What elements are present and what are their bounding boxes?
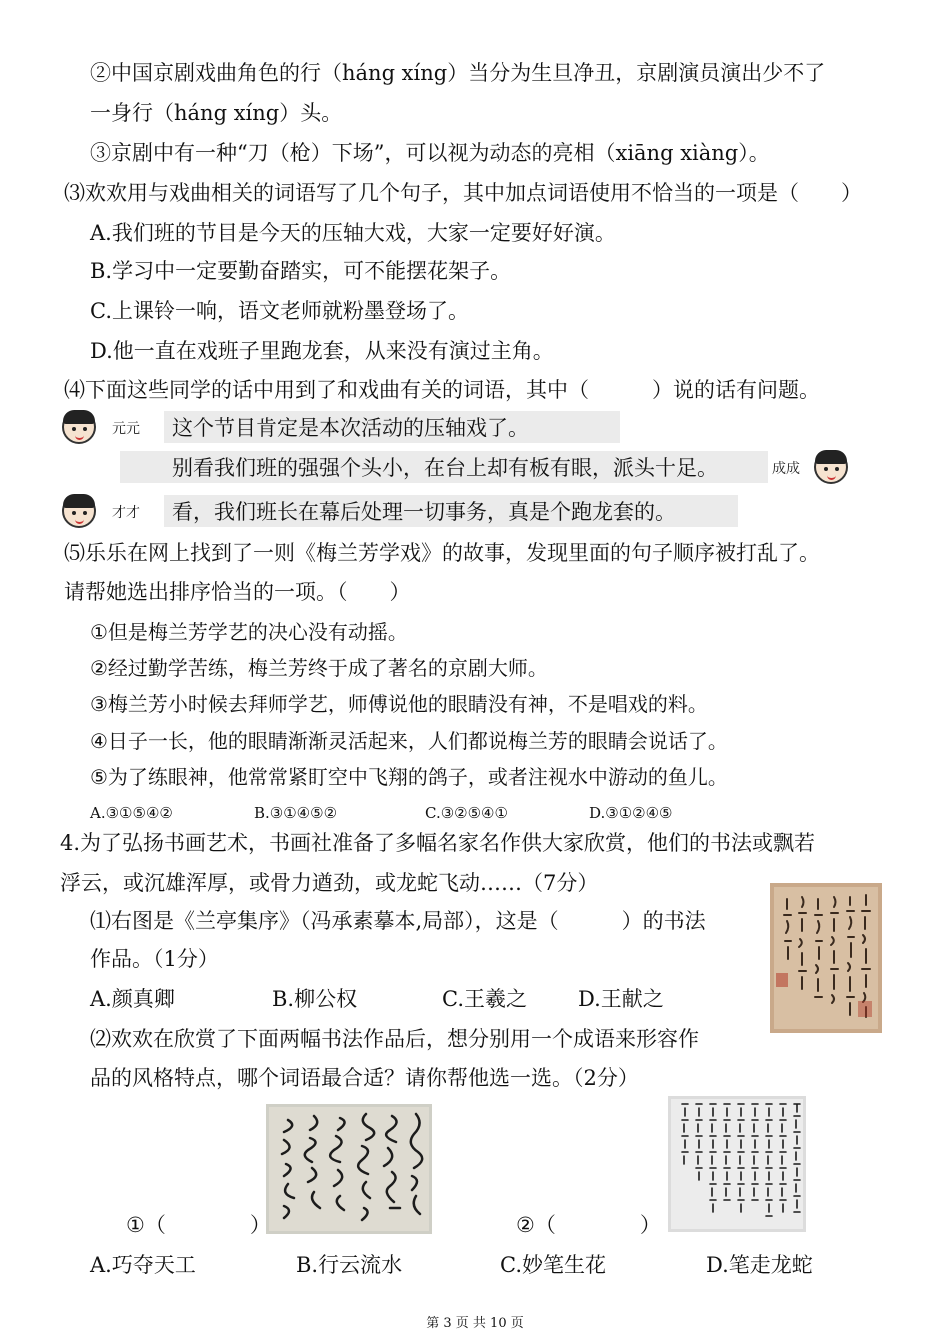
dialog-text-2: 别看我们班的强强个头小，在台上却有板有眼，派头十足。 xyxy=(172,456,718,480)
cursive-calligraphy-image xyxy=(266,1104,432,1234)
q3-5-sentence-5: ⑤为了练眼神，他常常紧盯空中飞翔的鸽子，或者注视水中游动的鱼儿。 xyxy=(90,765,728,789)
q3-5-sentence-4: ④日子一长，他的眼睛渐渐灵活起来，人们都说梅兰芳的眼睛会说话了。 xyxy=(90,729,728,753)
caicai-avatar xyxy=(62,494,96,528)
q4-1-option-b: B.柳公权 xyxy=(272,987,358,1011)
q3-5-sentence-2: ②经过勤学苦练，梅兰芳终于成了著名的京剧大师。 xyxy=(90,656,548,680)
q3-3-option-c: C.上课铃一响，语文老师就粉墨登场了。 xyxy=(90,299,469,323)
q4-2-line2: 品的风格特点，哪个词语最合适？请你帮他选一选。（2分） xyxy=(90,1066,639,1090)
chengcheng-avatar xyxy=(814,450,848,484)
q3-3-option-b: B.学习中一定要勤奋踏实，可不能摆花架子。 xyxy=(90,259,512,283)
q3-5-sentence-3: ③梅兰芳小时候去拜师学艺，师傅说他的眼睛没有神，不是唱戏的料。 xyxy=(90,692,708,716)
dialog-text-3: 看，我们班长在幕后处理一切事务，真是个跑龙套的。 xyxy=(172,500,676,524)
lanting-calligraphy-image xyxy=(770,883,882,1033)
q3-3-stem: ⑶欢欢用与戏曲相关的词语写了几个句子，其中加点词语使用不恰当的一项是（ ） xyxy=(64,181,862,205)
speaker-yuanyuan: 元元 xyxy=(112,421,140,437)
q4-2-option-c: C.妙笔生花 xyxy=(500,1253,606,1277)
q4-2-option-d: D.笔走龙蛇 xyxy=(706,1253,813,1277)
yuanyuan-avatar xyxy=(62,410,96,444)
q3-5-option-a: A.③①⑤④② xyxy=(90,804,173,822)
q4-1-line2: 作品。（1分） xyxy=(90,947,219,971)
q3-item2-line2: 一身行（háng xíng）头。 xyxy=(90,101,343,125)
speaker-chengcheng: 成成 xyxy=(772,461,800,477)
q4-1-line1: ⑴右图是《兰亭集序》（冯承素摹本,局部），这是（ ）的书法 xyxy=(90,909,706,933)
q4-1-option-a: A.颜真卿 xyxy=(90,987,175,1011)
q3-5-sentence-1: ①但是梅兰芳学艺的决心没有动摇。 xyxy=(90,620,408,644)
q3-item2-line1: ②中国京剧戏曲角色的行（háng xíng）当分为生旦净丑，京剧演员演出少不了 xyxy=(90,61,826,85)
q4-2-blank-2[interactable]: ②（ ） xyxy=(516,1213,661,1237)
q3-3-option-d: D.他一直在戏班子里跑龙套，从来没有演过主角。 xyxy=(90,339,554,363)
q3-5-stem-line1: ⑸乐乐在网上找到了一则《梅兰芳学戏》的故事，发现里面的句子顺序被打乱了。 xyxy=(64,541,820,565)
q4-2-blank-1[interactable]: ①（ ） xyxy=(126,1213,271,1237)
q3-3-option-a: A.我们班的节目是今天的压轴大戏，大家一定要好好演。 xyxy=(90,221,616,245)
dialog-text-1: 这个节目肯定是本次活动的压轴戏了。 xyxy=(172,416,529,440)
q4-stem-line1: 4.为了弘扬书画艺术，书画社准备了多幅名家名作供大家欣赏，他们的书法或飘若 xyxy=(60,831,816,855)
q3-5-option-c: C.③②⑤④① xyxy=(425,804,508,822)
q4-2-option-a: A.巧夺天工 xyxy=(90,1253,196,1277)
q3-5-option-b: B.③①④⑤② xyxy=(254,804,338,822)
q3-5-option-d: D.③①②④⑤ xyxy=(589,804,673,822)
page-footer: 第 3 页 共 10 页 xyxy=(426,1316,524,1331)
speaker-caicai: 才才 xyxy=(112,505,140,521)
q4-1-option-c: C.王羲之 xyxy=(442,987,527,1011)
q4-stem-line2: 浮云，或沉雄浑厚，或骨力遒劲，或龙蛇飞动……（7分） xyxy=(60,871,599,895)
q3-item3: ③京剧中有一种“刀（枪）下场”，可以视为动态的亮相（xiāng xiàng）。 xyxy=(90,141,770,165)
q3-5-stem-line2: 请帮她选出排序恰当的一项。（ ） xyxy=(64,580,411,604)
q3-4-stem: ⑷下面这些同学的话中用到了和戏曲有关的词语，其中（ ）说的话有问题。 xyxy=(64,378,820,402)
q4-2-option-b: B.行云流水 xyxy=(296,1253,403,1277)
q4-1-option-d: D.王献之 xyxy=(578,987,664,1011)
regular-calligraphy-image xyxy=(668,1096,806,1232)
q4-2-line1: ⑵欢欢在欣赏了下面两幅书法作品后，想分别用一个成语来形容作 xyxy=(90,1027,699,1051)
